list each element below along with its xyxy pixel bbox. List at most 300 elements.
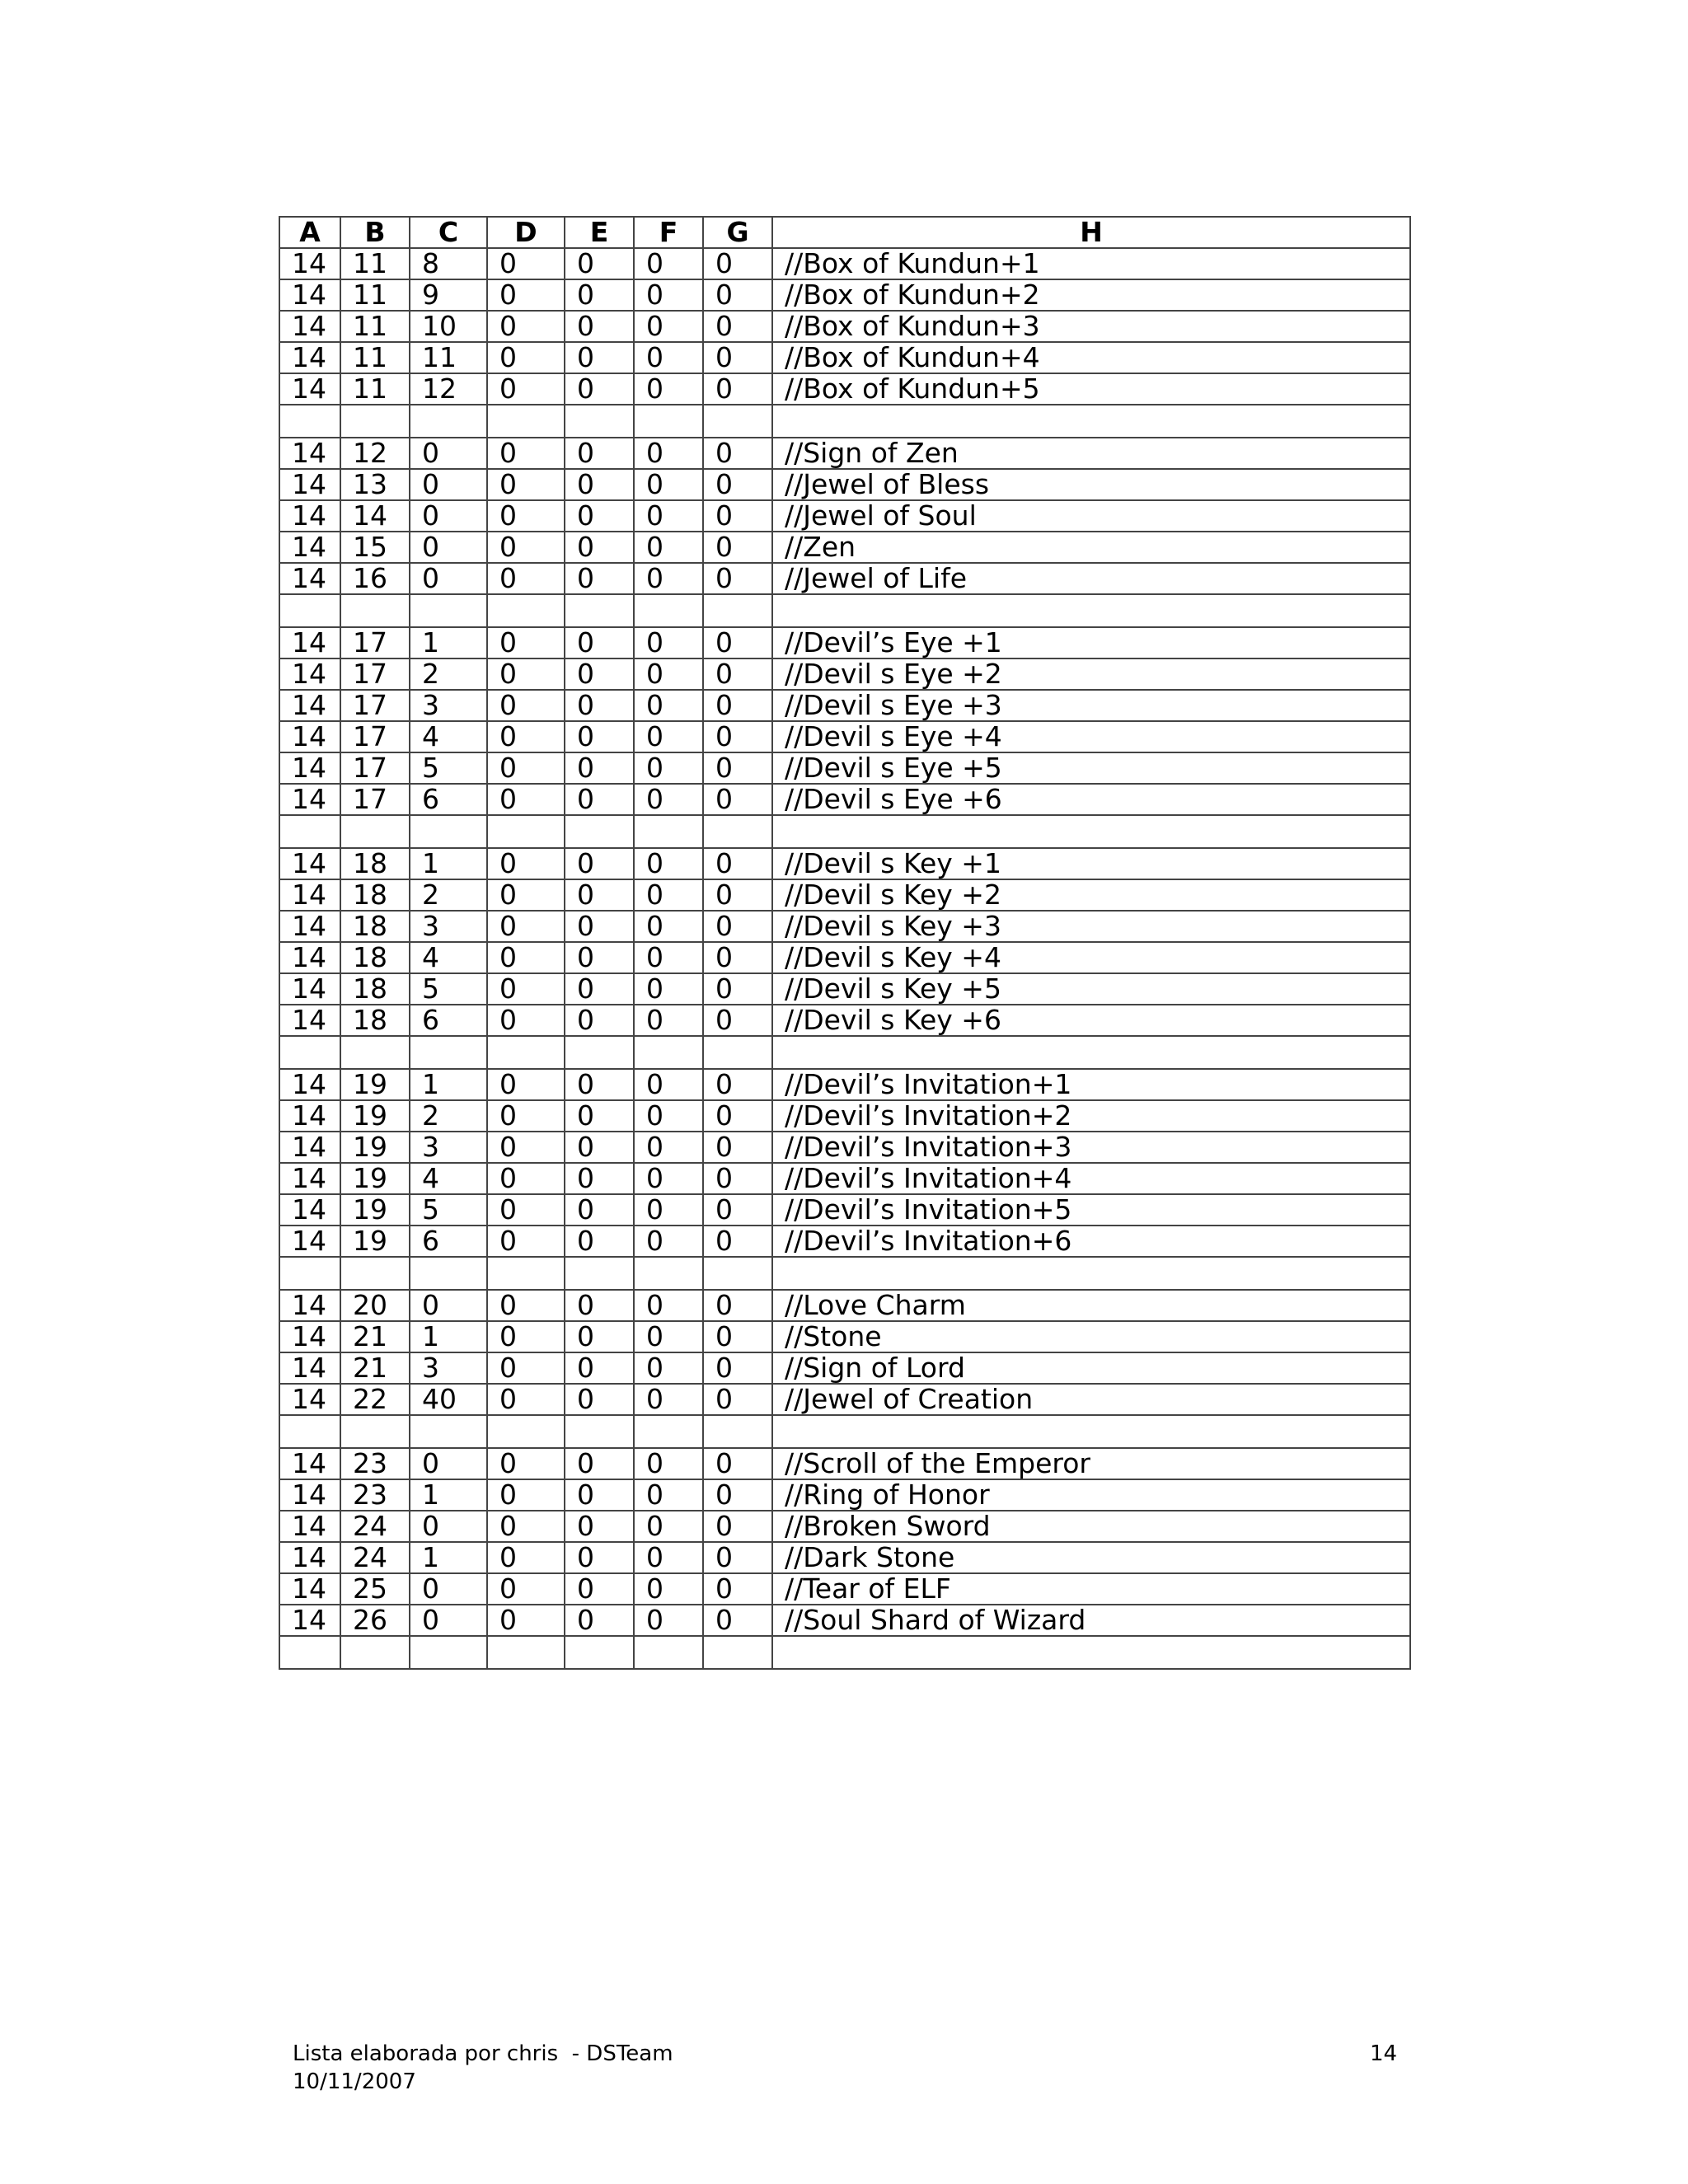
table-cell: 0 (703, 848, 772, 879)
table-cell: 4 (410, 942, 487, 973)
table-cell: 0 (487, 784, 565, 815)
table-cell (772, 815, 1410, 848)
table-cell: 19 (340, 1163, 410, 1194)
table-cell (772, 1036, 1410, 1069)
table-row (279, 1384, 1410, 1415)
table-cell: 0 (703, 469, 772, 500)
table-cell: 0 (634, 721, 703, 752)
table-cell (279, 1415, 340, 1448)
table-cell: 0 (565, 1384, 634, 1415)
table-cell: 20 (340, 1290, 410, 1321)
table-cell: 14 (279, 848, 340, 879)
table-row-blank (279, 1036, 1410, 1069)
table-cell: 0 (634, 1352, 703, 1384)
table-cell: 0 (487, 373, 565, 405)
table-cell: 0 (565, 279, 634, 311)
table-cell: 0 (703, 500, 772, 532)
table-cell: 0 (634, 942, 703, 973)
table-cell (634, 594, 703, 627)
table-cell: 0 (634, 1384, 703, 1415)
table-cell: //Ring of Honor (772, 1479, 1410, 1511)
table-cell: 0 (565, 532, 634, 563)
table-cell: 0 (565, 848, 634, 879)
table-cell: 0 (565, 1605, 634, 1636)
table-cell (279, 1257, 340, 1290)
table-cell: 0 (703, 1384, 772, 1415)
table-cell: 14 (279, 1194, 340, 1226)
table-cell: 0 (487, 1352, 565, 1384)
table-row (279, 1321, 1410, 1352)
table-row-blank (279, 1257, 1410, 1290)
table-cell: 0 (565, 469, 634, 500)
table-cell: //Devil’s Invitation+5 (772, 1194, 1410, 1226)
table-cell: //Devil s Key +3 (772, 911, 1410, 942)
table-cell: 0 (703, 532, 772, 563)
table-row (279, 1605, 1410, 1636)
table-cell (340, 1257, 410, 1290)
table-cell (565, 1415, 634, 1448)
table-cell: 0 (487, 342, 565, 373)
table-cell: 18 (340, 973, 410, 1005)
table-cell: 0 (565, 1069, 634, 1100)
table-cell: 0 (487, 911, 565, 942)
table-cell: 0 (634, 469, 703, 500)
table-cell (703, 815, 772, 848)
table-cell: 15 (340, 532, 410, 563)
table-cell: 0 (410, 500, 487, 532)
table-cell: 0 (634, 373, 703, 405)
table-cell: 0 (703, 311, 772, 342)
table-cell: 14 (279, 752, 340, 784)
table-cell: 0 (634, 311, 703, 342)
table-cell: 14 (279, 911, 340, 942)
table-cell: 23 (340, 1448, 410, 1479)
table-cell: 0 (703, 752, 772, 784)
table-cell (772, 1636, 1410, 1669)
table-cell: //Jewel of Creation (772, 1384, 1410, 1415)
table-cell: 0 (703, 1573, 772, 1605)
table-cell (410, 1257, 487, 1290)
table-cell: 0 (410, 1511, 487, 1542)
table-row (279, 279, 1410, 311)
footer-author: Lista elaborada por chris - DSTeam (293, 2041, 673, 2066)
table-cell: 0 (487, 1163, 565, 1194)
table-cell (410, 1415, 487, 1448)
table-cell: 0 (634, 1573, 703, 1605)
table-cell: 5 (410, 752, 487, 784)
table-cell: 6 (410, 784, 487, 815)
table-cell: 14 (279, 1290, 340, 1321)
item-table (279, 216, 1411, 1670)
table-cell: 14 (279, 721, 340, 752)
footer-page-number: 14 (1370, 2041, 1398, 2066)
table-cell: 0 (703, 1321, 772, 1352)
table-cell (279, 1636, 340, 1669)
table-cell: 1 (410, 627, 487, 658)
table-cell (487, 1415, 565, 1448)
table-cell: 19 (340, 1132, 410, 1163)
column-header-d: D (487, 217, 565, 248)
table-row (279, 532, 1410, 563)
table-cell: 14 (279, 342, 340, 373)
table-row (279, 784, 1410, 815)
table-cell: 6 (410, 1226, 487, 1257)
table-cell: 0 (703, 373, 772, 405)
table-cell: 16 (340, 563, 410, 594)
table-cell: 0 (487, 1542, 565, 1573)
table-cell (772, 1257, 1410, 1290)
table-cell: 0 (487, 973, 565, 1005)
table-cell: 17 (340, 690, 410, 721)
table-cell: 14 (279, 373, 340, 405)
table-cell: 0 (565, 1479, 634, 1511)
table-cell (487, 405, 565, 438)
table-cell: 0 (634, 279, 703, 311)
table-cell: 24 (340, 1511, 410, 1542)
table-row (279, 342, 1410, 373)
table-cell (279, 405, 340, 438)
table-cell: 0 (487, 627, 565, 658)
table-cell: 0 (634, 1448, 703, 1479)
table-cell: 22 (340, 1384, 410, 1415)
table-cell: 0 (703, 1448, 772, 1479)
table-cell: 0 (487, 942, 565, 973)
table-cell: 13 (340, 469, 410, 500)
table-cell: 0 (487, 1194, 565, 1226)
table-cell: 18 (340, 942, 410, 973)
table-cell: 21 (340, 1352, 410, 1384)
table-cell: 0 (703, 721, 772, 752)
table-cell (772, 594, 1410, 627)
table-cell (410, 815, 487, 848)
table-cell (487, 1257, 565, 1290)
table-cell: 11 (340, 373, 410, 405)
table-cell (565, 405, 634, 438)
table-cell (340, 1636, 410, 1669)
table-cell (340, 1036, 410, 1069)
table-cell: 0 (634, 627, 703, 658)
table-cell: //Jewel of Life (772, 563, 1410, 594)
table-cell: 0 (565, 879, 634, 911)
table-row (279, 721, 1410, 752)
table-cell: 0 (565, 1132, 634, 1163)
table-cell: 12 (410, 373, 487, 405)
table-cell: //Jewel of Bless (772, 469, 1410, 500)
table-cell: 14 (279, 690, 340, 721)
table-cell (703, 1257, 772, 1290)
table-cell: 0 (703, 690, 772, 721)
table-cell: 0 (565, 1290, 634, 1321)
table-cell: 14 (279, 1605, 340, 1636)
table-cell: 0 (565, 911, 634, 942)
table-cell (634, 815, 703, 848)
table-cell: 3 (410, 911, 487, 942)
table-cell: //Devil s Key +4 (772, 942, 1410, 973)
table-cell: 19 (340, 1194, 410, 1226)
table-cell: //Devil’s Invitation+6 (772, 1226, 1410, 1257)
table-cell: 9 (410, 279, 487, 311)
table-cell: 14 (279, 1352, 340, 1384)
table-cell: 0 (703, 1605, 772, 1636)
table-cell: 0 (487, 1132, 565, 1163)
table-cell: 0 (487, 1448, 565, 1479)
table-row (279, 1573, 1410, 1605)
table-row (279, 627, 1410, 658)
table-cell (487, 594, 565, 627)
table-cell: 1 (410, 1321, 487, 1352)
table-cell: 0 (487, 879, 565, 911)
table-cell: 19 (340, 1069, 410, 1100)
table-row (279, 848, 1410, 879)
table-cell: 2 (410, 879, 487, 911)
table-cell: 0 (565, 1511, 634, 1542)
table-cell: 0 (410, 1573, 487, 1605)
table-cell: 0 (703, 879, 772, 911)
table-cell (634, 1036, 703, 1069)
table-row-blank (279, 1636, 1410, 1669)
table-cell: 2 (410, 658, 487, 690)
table-cell (279, 815, 340, 848)
table-cell: //Box of Kundun+1 (772, 248, 1410, 279)
table-cell: 0 (565, 658, 634, 690)
table-cell: 14 (279, 627, 340, 658)
column-header-a: A (279, 217, 340, 248)
table-cell: 0 (487, 500, 565, 532)
table-cell: 25 (340, 1573, 410, 1605)
table-cell: 0 (565, 1163, 634, 1194)
table-cell: 2 (410, 1100, 487, 1132)
table-cell: //Devil s Key +1 (772, 848, 1410, 879)
table-cell: 1 (410, 848, 487, 879)
table-cell: 0 (565, 752, 634, 784)
table-cell (279, 594, 340, 627)
table-cell: 0 (565, 627, 634, 658)
table-cell: 0 (703, 248, 772, 279)
table-cell: 14 (279, 1163, 340, 1194)
table-row (279, 1542, 1410, 1573)
table-cell: 0 (703, 1005, 772, 1036)
table-row-blank (279, 594, 1410, 627)
table-cell: 0 (487, 1573, 565, 1605)
table-cell: 14 (279, 942, 340, 973)
table-cell: 0 (703, 1132, 772, 1163)
table-cell: 0 (634, 690, 703, 721)
table-cell: 0 (634, 500, 703, 532)
table-cell: //Devil’s Invitation+3 (772, 1132, 1410, 1163)
table-row (279, 690, 1410, 721)
table-cell: 14 (279, 311, 340, 342)
table-cell: 14 (279, 973, 340, 1005)
table-cell: 14 (279, 469, 340, 500)
table-cell: 17 (340, 627, 410, 658)
table-cell: //Box of Kundun+5 (772, 373, 1410, 405)
table-cell: //Devil s Eye +2 (772, 658, 1410, 690)
table-cell (410, 1036, 487, 1069)
table-row (279, 311, 1410, 342)
table-cell: 18 (340, 848, 410, 879)
table-cell: 14 (279, 1100, 340, 1132)
table-cell: 23 (340, 1479, 410, 1511)
table-cell: 0 (634, 1321, 703, 1352)
table-cell: 11 (340, 279, 410, 311)
table-cell: 0 (703, 784, 772, 815)
table-cell: 0 (703, 1511, 772, 1542)
table-cell: 0 (565, 563, 634, 594)
table-cell: //Devil’s Invitation+2 (772, 1100, 1410, 1132)
table-row (279, 1511, 1410, 1542)
table-row (279, 469, 1410, 500)
table-cell: 18 (340, 879, 410, 911)
table-cell: 0 (634, 1132, 703, 1163)
table-cell: 14 (279, 879, 340, 911)
table-cell: 14 (279, 1384, 340, 1415)
table-cell: 0 (703, 1069, 772, 1100)
table-cell: 0 (703, 1100, 772, 1132)
table-cell: 0 (410, 1605, 487, 1636)
table-cell: //Devil’s Eye +1 (772, 627, 1410, 658)
column-header-b: B (340, 217, 410, 248)
table-cell: 17 (340, 658, 410, 690)
footer-left (293, 2040, 673, 2096)
table-cell: 0 (487, 469, 565, 500)
table-cell: //Soul Shard of Wizard (772, 1605, 1410, 1636)
table-cell (565, 1257, 634, 1290)
table-cell: 14 (279, 438, 340, 469)
table-cell: 0 (703, 342, 772, 373)
table-cell (703, 1036, 772, 1069)
table-row (279, 1352, 1410, 1384)
table-cell: 0 (634, 1605, 703, 1636)
table-row (279, 500, 1410, 532)
table-cell: 0 (634, 1069, 703, 1100)
table-row-blank (279, 405, 1410, 438)
table-cell: //Tear of ELF (772, 1573, 1410, 1605)
table-cell: 0 (410, 563, 487, 594)
table-row (279, 1290, 1410, 1321)
table-cell: 8 (410, 248, 487, 279)
table-cell: 0 (565, 1100, 634, 1132)
table-cell: 0 (634, 342, 703, 373)
table-cell (410, 1636, 487, 1669)
table-cell: 14 (279, 1479, 340, 1511)
table-cell: //Sign of Zen (772, 438, 1410, 469)
column-header-c: C (410, 217, 487, 248)
table-cell: 0 (565, 1542, 634, 1573)
table-cell: //Devil s Eye +4 (772, 721, 1410, 752)
table-cell: 14 (279, 1005, 340, 1036)
table-row (279, 248, 1410, 279)
table-cell: 0 (703, 563, 772, 594)
table-row (279, 752, 1410, 784)
table-cell: 0 (410, 1290, 487, 1321)
table-cell: 3 (410, 690, 487, 721)
table-cell: 17 (340, 721, 410, 752)
table-cell: 0 (703, 627, 772, 658)
table-cell: 0 (703, 1542, 772, 1573)
table-cell (340, 815, 410, 848)
table-row-blank (279, 1415, 1410, 1448)
table-cell: 0 (703, 911, 772, 942)
table-cell: 0 (634, 563, 703, 594)
table-cell (703, 405, 772, 438)
table-cell: 0 (634, 248, 703, 279)
table-cell: //Jewel of Soul (772, 500, 1410, 532)
table-cell: 12 (340, 438, 410, 469)
table-cell: 0 (410, 532, 487, 563)
table-cell: 3 (410, 1132, 487, 1163)
table-cell: 0 (487, 752, 565, 784)
table-cell: //Devil’s Invitation+1 (772, 1069, 1410, 1100)
table-row (279, 1194, 1410, 1226)
table-cell (703, 1415, 772, 1448)
table-body (279, 248, 1410, 1669)
table-cell: //Box of Kundun+2 (772, 279, 1410, 311)
table-cell: 0 (487, 1511, 565, 1542)
table-cell: 0 (634, 1479, 703, 1511)
table-cell (279, 1036, 340, 1069)
table-cell: 14 (279, 1448, 340, 1479)
table-cell: //Dark Stone (772, 1542, 1410, 1573)
table-cell: 0 (487, 1005, 565, 1036)
footer-date: 10/11/2007 (293, 2069, 416, 2094)
table-cell: 14 (279, 1542, 340, 1573)
table-cell: 0 (703, 942, 772, 973)
table-cell: 0 (565, 784, 634, 815)
table-cell (487, 1036, 565, 1069)
table-cell: 0 (487, 1069, 565, 1100)
table-cell (565, 1636, 634, 1669)
table-cell: 0 (487, 248, 565, 279)
table-cell: //Devil s Key +2 (772, 879, 1410, 911)
table-cell: 0 (487, 563, 565, 594)
table-row (279, 879, 1410, 911)
table-cell: 0 (634, 1226, 703, 1257)
table-cell: 0 (703, 1226, 772, 1257)
column-header-h: H (772, 217, 1410, 248)
table-cell: 11 (340, 248, 410, 279)
table-cell: 0 (565, 342, 634, 373)
table-row (279, 911, 1410, 942)
table-cell: //Love Charm (772, 1290, 1410, 1321)
table-cell: 0 (634, 752, 703, 784)
table-cell: //Devil’s Invitation+4 (772, 1163, 1410, 1194)
table-cell (565, 1036, 634, 1069)
table-cell: 0 (487, 1479, 565, 1511)
table-cell: 0 (565, 1005, 634, 1036)
table-cell (634, 1257, 703, 1290)
table-cell: 0 (565, 973, 634, 1005)
table-cell: 14 (279, 658, 340, 690)
table-cell: //Sign of Lord (772, 1352, 1410, 1384)
table-cell: 1 (410, 1542, 487, 1573)
table-row (279, 658, 1410, 690)
table-cell: 0 (634, 438, 703, 469)
table-cell: 0 (410, 438, 487, 469)
table-cell: //Stone (772, 1321, 1410, 1352)
table-cell (703, 1636, 772, 1669)
table-cell: 0 (565, 248, 634, 279)
table-row (279, 373, 1410, 405)
table-cell: 6 (410, 1005, 487, 1036)
table-cell (772, 405, 1410, 438)
table-cell: 14 (279, 248, 340, 279)
table-cell: 0 (703, 1479, 772, 1511)
table-cell: 19 (340, 1100, 410, 1132)
table-row (279, 1226, 1410, 1257)
table-cell: 0 (487, 1100, 565, 1132)
table-cell (634, 1636, 703, 1669)
table-cell (340, 1415, 410, 1448)
